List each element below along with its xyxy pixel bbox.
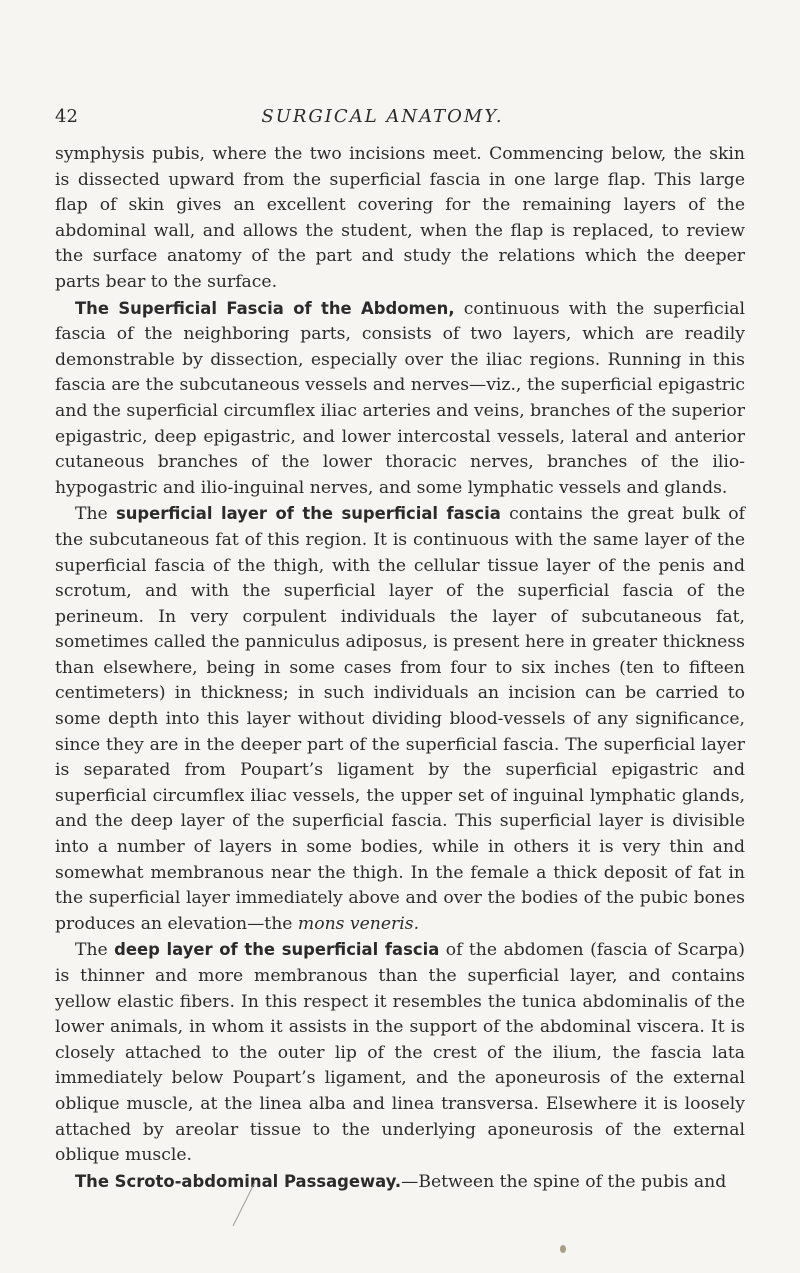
paragraph-5-heading: The Scroto-abdominal Passageway. — [75, 1171, 402, 1191]
paragraph-2 — [55, 296, 745, 502]
stray-pencil-mark — [225, 1180, 265, 1228]
paragraph-4-text: of the abdomen (fascia of Scarpa) is thinner and more membranous than the superficial layer, and contains yellow elastic fibers. In this respect it resembles the tunica abdominalis of the lower animals, in whom it assists in the support of the abdominal viscera. It is closely attached to the outer lip of the crest of the ilium, the fascia lata immediately below Poupart’s ligament, and the aponeurosis of the external oblique muscle, at the linea alba and linea transversa. Elsewhere it is loosely attached by areolar tissue to the underlying aponeurosis of the external oblique muscle. — [55, 940, 745, 1166]
ink-spot — [560, 1245, 566, 1253]
paragraph-5 — [55, 1169, 745, 1196]
paragraph-1 — [55, 142, 745, 296]
paragraph-3 — [55, 501, 745, 937]
paragraph-4-pre: The — [75, 940, 115, 961]
paragraph-3-pre: The — [75, 504, 116, 525]
paragraph-4 — [55, 937, 745, 1168]
paragraph-2-heading: The Superficial Fascia of the Abdomen, — [75, 298, 455, 318]
running-head — [55, 106, 740, 136]
paragraph-5-text: —Between the spine of the pubis and — [401, 1171, 727, 1192]
page-number: 42 — [55, 106, 78, 127]
paragraph-3-heading: superficial layer of the superficial fascia — [115, 504, 501, 524]
body-text — [55, 142, 745, 1195]
paragraph-3-text: contains the great bulk of the subcutaneous fat of this region. It is continuous with the same layer of the superficial fascia of the thigh, with the cellular tissue layer of the penis and scrotum, and with the superficial layer of the superficial fascia of the perineum. In very corpulent individuals the layer of subcutaneous fat, sometimes called the panniculus adiposus, is present here in greater thickness than elsewhere, being in some cases from four to six inches (ten to fifteen centimeters) in thickness; in such individuals an incision can be carried to some depth into this layer without dividing blood-vessels of any significance, since they are in the deeper part of the superficial fascia. The superficial layer is separated from Poupart’s ligament by the superficial epigastric and superficial circumflex iliac vessels, the upper set of inguinal lymphatic glands, and the deep layer of the superficial fascia. This superficial layer is divisible into a number of layers in some bodies, while in others it is very thin and somewhat membranous near the thigh. In the female a thick deposit of fat in the superficial layer immediately above and over the bodies of the pubic bones produces an elevation—the — [55, 504, 745, 934]
running-title: SURGICAL ANATOMY. — [261, 106, 504, 127]
paragraph-3-italic-term: mons veneris. — [297, 913, 420, 934]
paragraph-4-heading: deep layer of the superficial fascia — [114, 940, 440, 960]
paragraph-2-text: continuous with the superficial fascia of the neighboring parts, consists of two layers, which are readily demonstrable by dissection, especially over the iliac regions. Running in this fascia are the subcutaneous vessels and nerves—viz., the superficial epigastric and the superficial circumflex iliac arteries and veins, branches of the superior epigastric, deep epigastric, and lower intercostal vessels, lateral and anterior cutaneous branches of the lower thoracic nerves, branches of the ilio-hypogastric and ilio-inguinal nerves, and some lymphatic vessels and glands. — [55, 298, 746, 498]
paragraph-1-text: symphysis pubis, where the two incisions meet. Commencing below, the skin is dissected upward from the superficial fascia in one large flap. This large flap of skin gives an excellent covering for the remaining layers of the abdominal wall, and allows the student, when the flap is replaced, to review the surface anatomy of the part and study the relations which the deeper parts bear to the surface. — [55, 144, 745, 292]
